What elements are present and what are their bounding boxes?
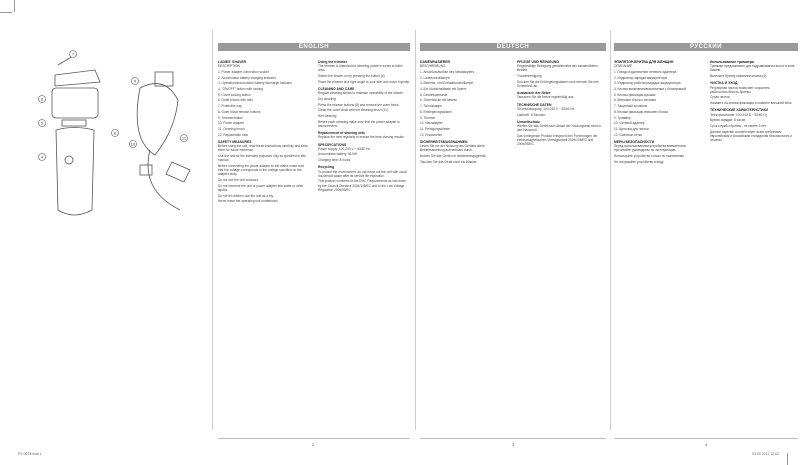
- crop-mark: [787, 453, 788, 465]
- paragraph: ОПИСАНИЕ: [614, 64, 633, 69]
- section-header: ENGLISH: [218, 43, 410, 51]
- paragraph: Replace the nets regularly to ensure the best shaving results.: [318, 135, 405, 140]
- paragraph: Power supply: 100-240 V ~ 50/60 Hz: [318, 146, 371, 151]
- paragraph: Nutzen Sie das Gerät nur bestimmungsgemäß.: [420, 153, 487, 158]
- section-heading: МЕРЫ БЕЗОПАСНОСТИ: [614, 139, 655, 144]
- paragraph: 7. Protective cap: [218, 104, 242, 109]
- page-number: 3: [512, 442, 515, 447]
- paragraph: 2. Accumulator battery charging indicator: [218, 75, 276, 80]
- callout-9: 9: [133, 78, 137, 84]
- paragraph: 12. Сменные сетки: [614, 132, 642, 137]
- paragraph: To protect the environment, do not throw out the unit with usual household waste after its service life expiration.: [318, 169, 407, 178]
- section-heading: Using the trimmer: [318, 60, 348, 64]
- paragraph: This product conforms to the EMC-Requirements as laid down by the Council Directive 2004/108/EC and to the Low Voltage Regulation 2006/95/EC.: [318, 179, 406, 192]
- column: [710, 57, 798, 165]
- paragraph: 3. Индикатор работы/разрядки аккумулятора: [614, 81, 681, 86]
- paragraph: Ladezeit: 8 Stunden: [517, 112, 546, 117]
- paragraph: Tauschen Sie die Netze regelmäßig aus.: [517, 95, 575, 100]
- paragraph: Tauchen Sie das Gerät nicht ins Wasser.: [420, 159, 478, 164]
- section-heading: Replacement of shaving nets: [318, 131, 365, 136]
- paragraph: 10. Power adapter: [218, 121, 245, 126]
- callout-4: 4: [40, 154, 44, 160]
- column: [218, 57, 310, 205]
- page-number: 4: [705, 442, 708, 447]
- crop-mark: [0, 12, 12, 13]
- paragraph: 10. Сетевой адаптер: [614, 121, 645, 126]
- paragraph: 2. Ladekontrolllampe: [420, 75, 450, 80]
- paragraph: Перед использованием устройства внимательно прочитайте руководство по эксплуатации.: [614, 144, 687, 153]
- paragraph: The trimmer is intended for trimming problem zones in bikini area.: [318, 64, 403, 73]
- paragraph: 9. Trimmer/button: [218, 115, 243, 120]
- paragraph: 12. Replaceable nets: [218, 132, 248, 137]
- section-heading: Recycling: [318, 165, 335, 170]
- paragraph: Before each cleaning make sure that the power adapter is disconnected.: [318, 119, 400, 128]
- footer-file: FS 0073.indd 1: [18, 452, 42, 456]
- paragraph: Charging time: 8 hours: [318, 158, 351, 163]
- section-heading: CLEANING AND CARE: [318, 87, 355, 92]
- paragraph: Never leave the operating unit unattended.: [218, 199, 279, 204]
- paragraph: Regular cleaning allows to maintain operability of the shaver.: [318, 91, 404, 96]
- divider: [415, 30, 416, 430]
- paragraph: Данное изделие соответствует всем требуемым европейским и российским стандартам безопасности и гигиены.: [710, 129, 792, 143]
- section-heading: TECHNISCHE DATEN: [517, 102, 552, 107]
- paragraph: Place the trimmer at a right angle to your skin and move it gently.: [318, 79, 410, 84]
- paragraph: Время зарядки: 8 часов: [710, 118, 746, 123]
- paragraph: Lesen Sie vor der Nutzung des Gerätes diese Betriebsanleitung aufmerksam durch.: [420, 144, 485, 153]
- section-heading: SAFETY MEASURES: [218, 139, 252, 144]
- callout-10: 10: [130, 141, 136, 147]
- section-russian: [614, 43, 798, 433]
- paragraph: Trockenreinigung: [517, 74, 542, 79]
- section-heading: SICHERHEITSMASSNAHMEN: [420, 139, 468, 144]
- section-deutsch: [420, 43, 606, 433]
- paragraph: 8. Кнопки фиксации внешнего блока: [614, 109, 668, 114]
- section-heading: Umweltschutz: [517, 119, 540, 124]
- section-heading: ЧИСТКА И УХОД: [710, 81, 738, 86]
- column: [318, 57, 410, 205]
- shaver-illustration: [0, 20, 212, 420]
- divider: [610, 30, 611, 430]
- paragraph: Wet cleaning: [318, 114, 337, 119]
- paragraph: 2. Индикатор зарядки аккумулятора: [614, 75, 668, 80]
- paragraph: 7. Schutzkappe: [420, 104, 442, 109]
- paragraph: Do not let children use the unit as a toy.: [218, 193, 274, 198]
- paragraph: 4. Ein-/Ausschalttaste mit Sperre: [420, 87, 467, 92]
- paragraph: Do not immerse the unit or power adapter into water or other liquids.: [218, 183, 304, 192]
- section-heading: ТЕХНИЧЕСКИЕ ХАРАКТЕРИСТИКИ: [710, 108, 768, 113]
- paragraph: Clean the outer block with the cleaning brush (11).: [318, 108, 389, 113]
- paragraph: 8. Entriegelungstasten: [420, 109, 452, 114]
- paragraph: Срок службы бритвы - не менее 3 лет: [710, 123, 767, 128]
- paragraph: 7. Защитный колпачок: [614, 104, 648, 109]
- paragraph: Нажмите на кнопки фиксации и снимите внешний блок.: [710, 101, 793, 106]
- paragraph: Switch the shaver on by pressing the button (4).: [318, 74, 386, 79]
- section-heading: Austausch der Netze: [517, 91, 551, 96]
- paragraph: 1. Power adapter connection socket: [218, 69, 269, 74]
- page-rule: [420, 438, 606, 439]
- paragraph: 6. Внешние блоки с сетками: [614, 98, 656, 103]
- section-heading: LADIES' SHAVER: [218, 60, 247, 64]
- section-heading: PFLEGE UND REINIGUNG: [517, 60, 560, 64]
- paragraph: Сухая чистка: [710, 95, 730, 100]
- paragraph: Press the release buttons (8) and remove the outer block.: [318, 102, 400, 107]
- callout-5: 5: [40, 120, 44, 126]
- paragraph: 11. Reinigungsbürste: [420, 126, 450, 131]
- paragraph: 5. Кнопка фиксации крышки: [614, 92, 656, 97]
- section-heading: DAMENRASIERER: [420, 60, 450, 64]
- paragraph: 8. Outer block release buttons: [218, 109, 261, 114]
- column: [517, 57, 606, 165]
- paragraph: 3. Betriebs- und Entladekontrolllampe: [420, 81, 474, 86]
- paragraph: Do not use the unit outdoors.: [218, 177, 259, 182]
- paragraph: 9. Триммер: [614, 115, 631, 120]
- paragraph: Use the unit for the intended purposes only as specified in this manual.: [218, 153, 306, 163]
- paragraph: Используйте устройство только по назначению.: [614, 153, 685, 158]
- paragraph: 10. Netzadapter: [420, 121, 443, 126]
- paragraph: 12. Ersatznetze: [420, 132, 443, 137]
- paragraph: 1. Anschlussbuchse des Netzadapters: [420, 69, 475, 74]
- section-heading: SPECIFICATIONS: [318, 142, 347, 147]
- callout-6: 6: [40, 96, 44, 102]
- paragraph: 6. Scherblöcke mit Netzen: [420, 98, 458, 103]
- section-header: РУССКИЙ: [614, 43, 798, 51]
- section-header: DEUTSCH: [420, 43, 606, 51]
- section-heading: Использование триммера: [710, 60, 754, 64]
- paragraph: Drücken Sie die Entriegelungstasten und nehmen Sie den Scherblock ab.: [517, 79, 599, 89]
- paragraph: Включите бритву нажатием кнопки (4).: [710, 74, 768, 79]
- paragraph: BESCHREIBUNG: [420, 64, 446, 69]
- paragraph: 4. Кнопка включения/выключения с блокировкой: [614, 87, 687, 92]
- paragraph: Dry cleaning: [318, 96, 336, 101]
- callout-11: 11: [181, 135, 187, 141]
- paragraph: 11. Cleaning brush: [218, 126, 245, 131]
- paragraph: DESCRIPTION: [218, 64, 240, 69]
- paragraph: Regelmäßige Reinigung gewährleistet den einwandfreien Betrieb.: [517, 64, 598, 73]
- paragraph: 11. Щеточка для чистки: [614, 126, 649, 131]
- crop-mark: [14, 0, 15, 12]
- paragraph: Accumulator battery: Ni-MH: [318, 152, 358, 157]
- divider: [212, 30, 213, 430]
- callout-8: 8: [113, 130, 117, 136]
- footer-date: 03.03.2011 12:02: [752, 452, 779, 456]
- paragraph: 6. Outer blocks with nets: [218, 98, 253, 103]
- paragraph: Das vorliegende Produkt entspricht den Forderungen der elektromagnetischen Verträglichkeit 2004/108/EC und 2006/95/EC.: [517, 133, 598, 147]
- paragraph: Before connecting the power adapter to the mains make sure that the voltage corresponds to the voltage specified on the adapter body.: [218, 163, 305, 177]
- paragraph: Before using the unit, read these instructions carefully and keep them for future reference.: [218, 144, 308, 153]
- paragraph: Триммер предназначен для подравнивания волос в зоне бикини.: [710, 64, 795, 73]
- paragraph: 5. Deckelsperrtaste: [420, 92, 448, 97]
- page-rule: [614, 438, 798, 439]
- page-rule: [218, 438, 410, 439]
- column: [420, 57, 509, 165]
- paragraph: Stromversorgung: 100-240 V ~ 50/60 Hz: [517, 106, 575, 111]
- paragraph: Werfen Sie das Gerät nach Ablauf der Nutzungsfrist nicht in den Hausmüll.: [517, 123, 602, 133]
- section-english: [218, 43, 410, 433]
- callout-7: 7: [71, 51, 75, 57]
- paragraph: 3. Operation/accumulator battery discharge indicator: [218, 81, 293, 86]
- section-heading: ЭПИЛЯТОР-БРИТВА ДЛЯ ЖЕНЩИН: [614, 60, 674, 64]
- column: [614, 57, 702, 165]
- paragraph: 1. Гнездо подключения сетевого адаптера: [614, 69, 677, 74]
- paragraph: Не погружайте устройство в воду.: [614, 159, 665, 164]
- paragraph: Электропитание: 100-240 В ~ 50/60 Гц: [710, 112, 767, 117]
- paragraph: 5. Cover locking button: [218, 92, 251, 97]
- paragraph: Регулярная чистка позволяет сохранить работоспособность бритвы.: [710, 85, 770, 94]
- paragraph: 4. "ON/OFF" button with locking: [218, 87, 263, 92]
- paragraph: 9. Trimmer: [420, 115, 436, 120]
- page-number: 2: [312, 442, 315, 447]
